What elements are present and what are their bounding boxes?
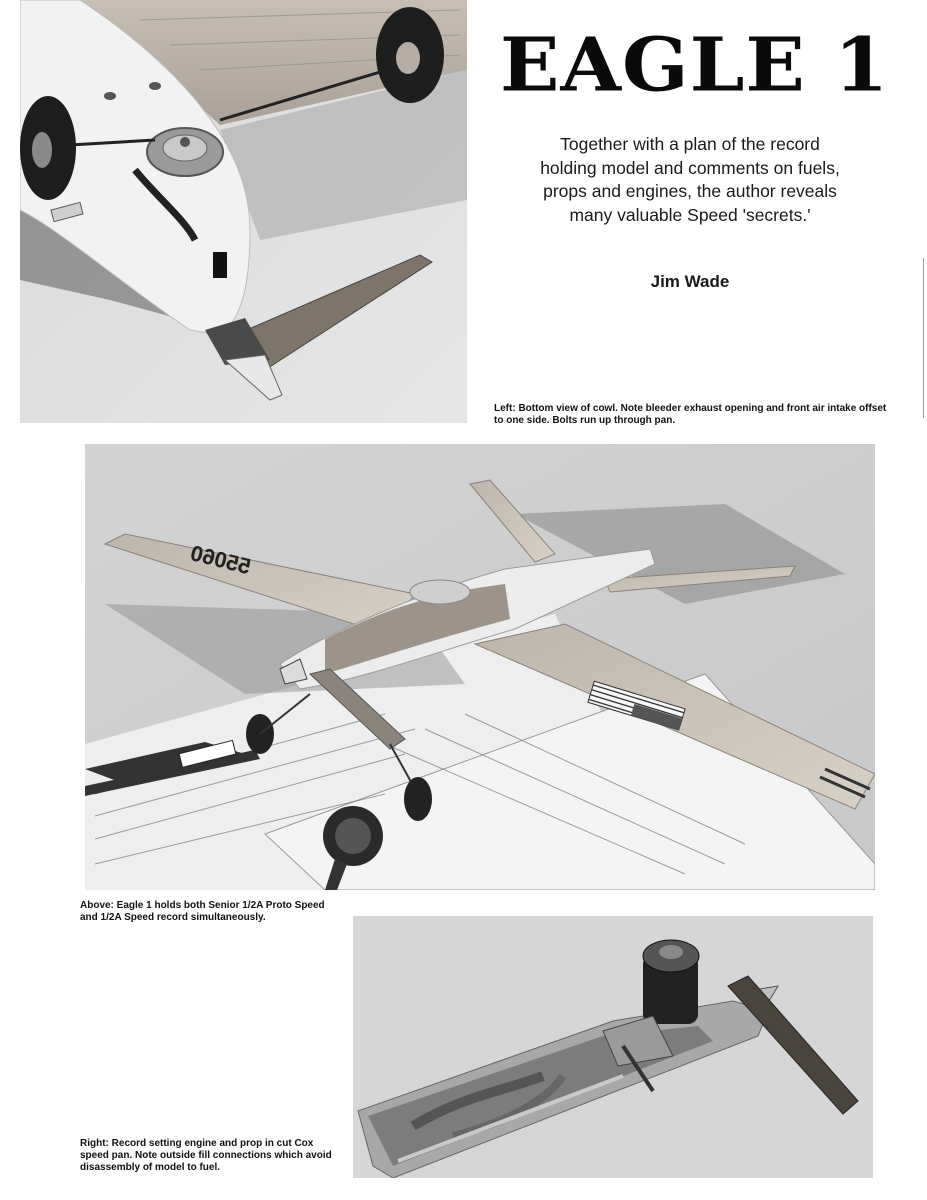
model-photo-illustration — [85, 444, 875, 890]
photo-cowl-bottom-view — [20, 0, 467, 423]
svg-text:55060: 55060 — [187, 540, 254, 580]
photo-model-on-certificates — [85, 444, 875, 890]
photo-engine-in-speed-pan — [353, 916, 873, 1178]
caption-above-photo: Above: Eagle 1 holds both Senior 1/2A Proto Speed and 1/2A Speed record simultaneously. — [80, 900, 325, 923]
cowl-photo-illustration — [20, 0, 467, 423]
caption-left-photo: Left: Bottom view of cowl. Note bleeder exhaust opening and front air intake offset to one side. Bolts run up through pan. — [494, 403, 887, 426]
article-deck: Together with a plan of the record holding model and comments on fuels, props and engines, the author reveals many valuable Speed 'secrets.' — [540, 134, 840, 225]
page-edge-rule — [923, 258, 924, 418]
engine-photo-illustration — [353, 916, 873, 1178]
article-byline: Jim Wade — [650, 272, 730, 291]
caption-right-photo: Right: Record setting engine and prop in cut Cox speed pan. Note outside fill connections which avoid disassembly of model to fuel. — [80, 1138, 332, 1173]
article-title: EAGLE 1 — [500, 22, 890, 109]
